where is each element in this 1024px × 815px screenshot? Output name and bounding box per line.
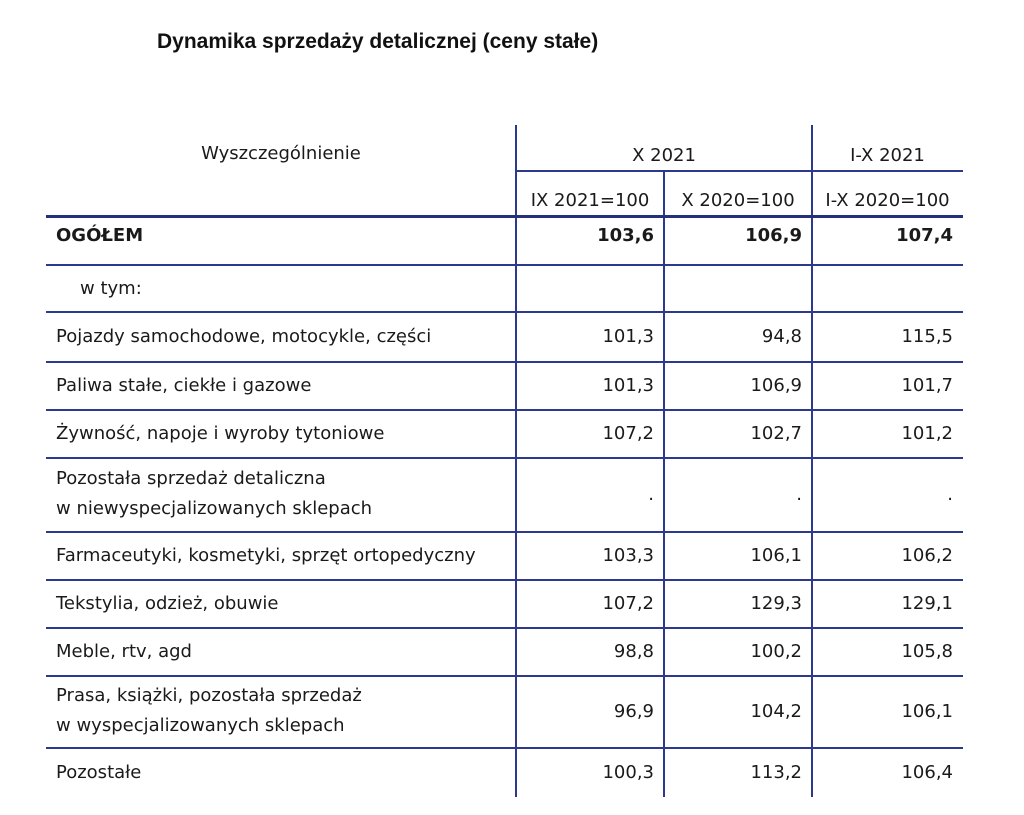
row-value: 129,1 <box>901 593 953 614</box>
row-value: 94,8 <box>761 326 802 347</box>
row-value: 101,7 <box>901 375 953 396</box>
row-value: 100,2 <box>750 641 802 662</box>
header-stub: Wyszczególnienie <box>201 143 361 164</box>
row-label: Pozostałe <box>56 761 142 783</box>
row-label: Pojazdy samochodowe, motocykle, części <box>56 326 432 347</box>
row-label: w niewyspecjalizowanych sklepach <box>56 498 373 519</box>
row-divider <box>46 264 963 266</box>
header-col-ix2020: I-X 2020=100 <box>825 190 950 211</box>
row-value: 101,3 <box>602 375 654 396</box>
row-divider <box>46 409 963 411</box>
row-value: 103,3 <box>602 545 654 566</box>
header-divider <box>516 170 963 172</box>
row-divider <box>46 311 963 313</box>
row-value: 129,3 <box>750 593 802 614</box>
row-value: 113,2 <box>750 761 802 783</box>
row-value: 98,8 <box>613 641 654 662</box>
row-value: 103,6 <box>597 224 654 246</box>
header-group-x2021: X 2021 <box>632 145 696 166</box>
row-value: 115,5 <box>901 326 953 347</box>
row-divider <box>46 457 963 459</box>
row-label: Meble, rtv, agd <box>56 641 192 662</box>
row-label: Tekstylia, odzież, obuwie <box>56 593 279 614</box>
row-value: 104,2 <box>750 701 802 722</box>
row-label: Pozostała sprzedaż detaliczna <box>56 468 326 489</box>
page-title: Dynamika sprzedaży detalicznej (ceny stałe) <box>157 30 599 53</box>
row-value: 105,8 <box>901 641 953 662</box>
row-value: 100,3 <box>602 761 654 783</box>
row-label: w wyspecjalizowanych sklepach <box>56 715 345 736</box>
row-value: 101,3 <box>602 326 654 347</box>
header-col-ix2021: IX 2021=100 <box>530 190 650 211</box>
header-bottom-rule <box>46 215 963 218</box>
row-label: Prasa, książki, pozostała sprzedaż <box>56 685 362 706</box>
header-col-x2020: X 2020=100 <box>681 190 795 211</box>
row-value: 106,1 <box>901 701 953 722</box>
header-group-ix2021: I-X 2021 <box>850 145 925 166</box>
row-divider <box>46 675 963 677</box>
row-value: 96,9 <box>613 701 654 722</box>
row-value: . <box>648 484 654 505</box>
row-divider <box>46 531 963 533</box>
row-divider <box>46 627 963 629</box>
row-value: 107,2 <box>602 423 654 444</box>
row-value: . <box>947 484 953 505</box>
row-value: . <box>796 484 802 505</box>
row-value: 106,4 <box>901 761 953 783</box>
row-label: Paliwa stałe, ciekłe i gazowe <box>56 375 312 396</box>
row-value: 106,9 <box>750 375 802 396</box>
row-label: w tym: <box>80 277 142 299</box>
row-value: 106,2 <box>901 545 953 566</box>
row-value: 106,1 <box>750 545 802 566</box>
row-value: 102,7 <box>750 423 802 444</box>
row-value: 107,4 <box>896 224 953 246</box>
row-value: 101,2 <box>901 423 953 444</box>
row-divider <box>46 747 963 749</box>
row-divider <box>46 361 963 363</box>
row-value: 106,9 <box>745 224 802 246</box>
row-label: Żywność, napoje i wyroby tytoniowe <box>56 423 385 444</box>
row-label: OGÓŁEM <box>56 224 144 246</box>
row-label: Farmaceutyki, kosmetyki, sprzęt ortopedyczny <box>56 545 476 566</box>
row-divider <box>46 579 963 581</box>
row-value: 107,2 <box>602 593 654 614</box>
